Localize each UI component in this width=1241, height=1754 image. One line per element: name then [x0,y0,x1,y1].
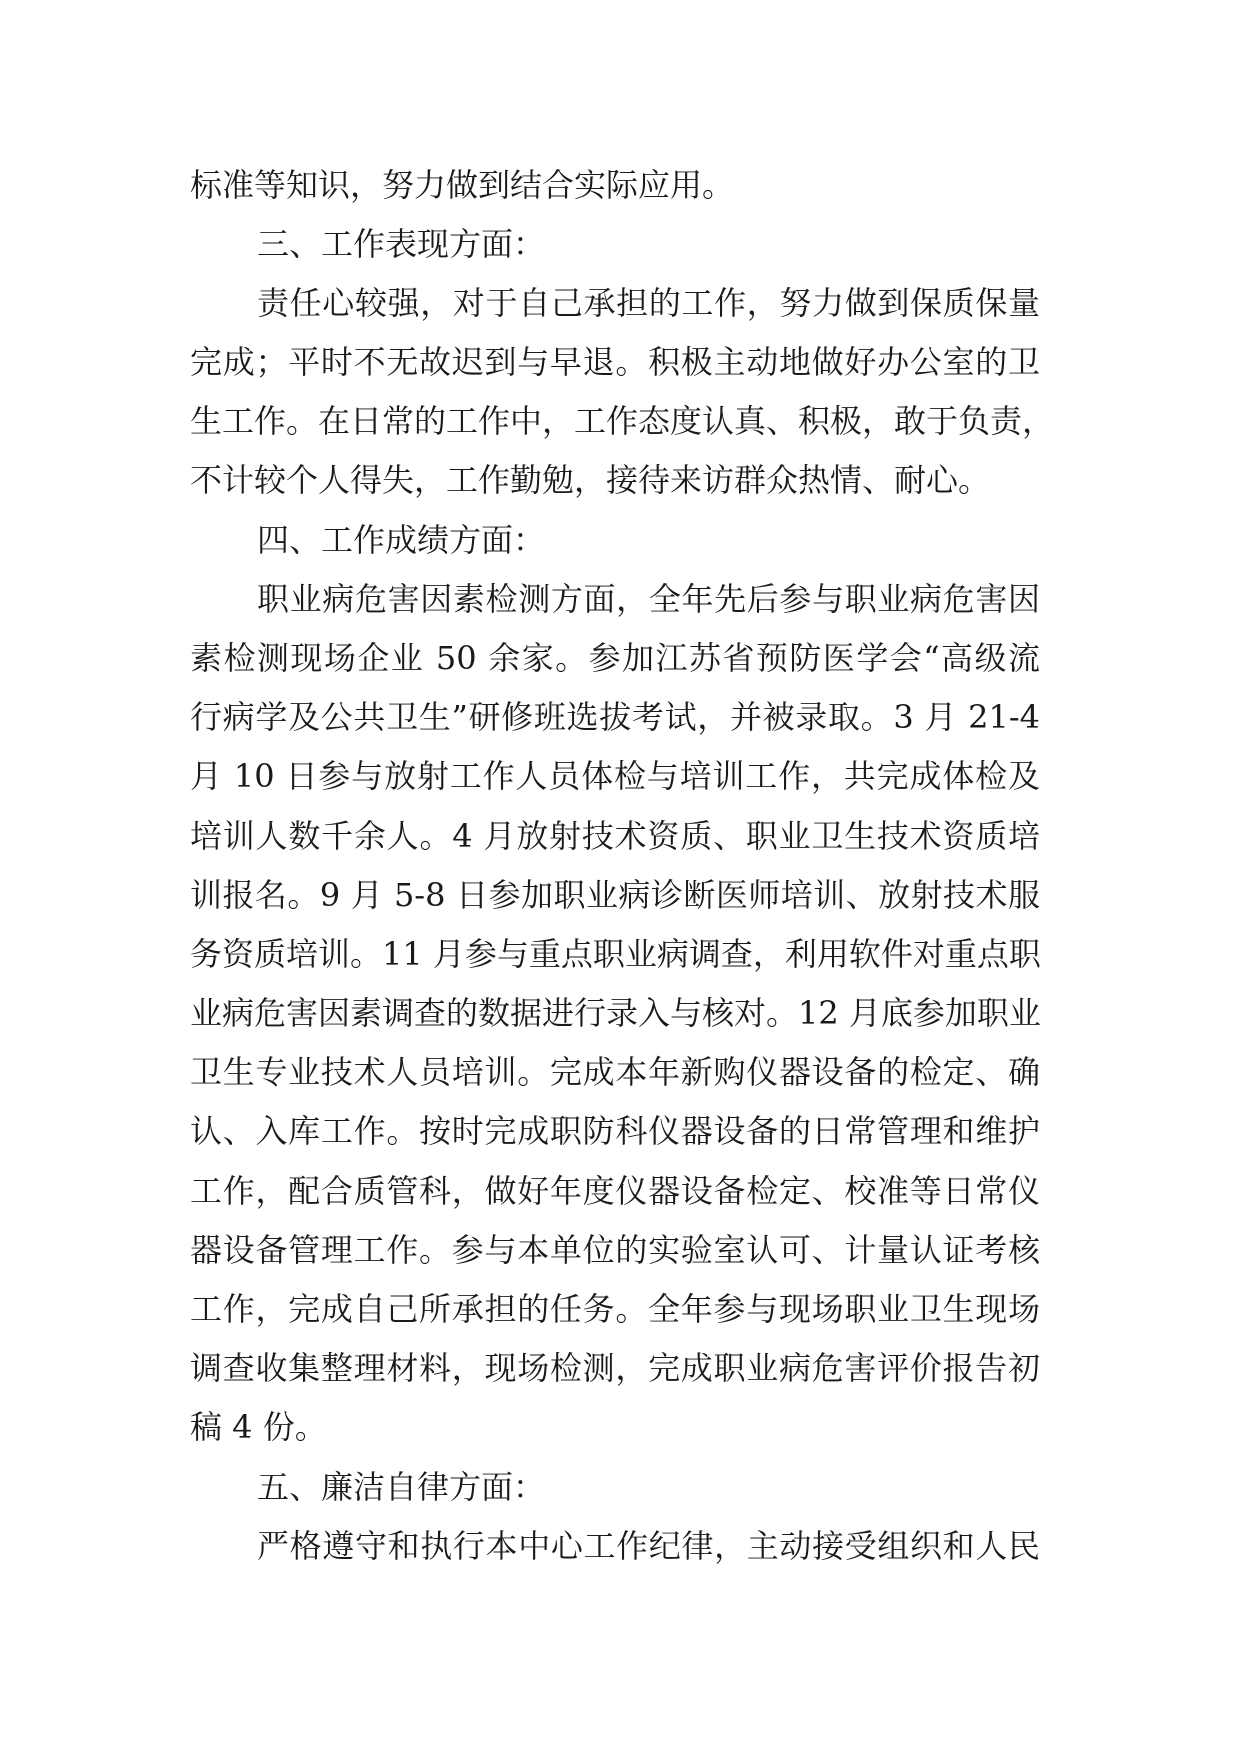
body-text-line: 认、入库工作。按时完成职防科仪器设备的日常管理和维护 [190,1112,1040,1150]
section-heading-integrity: 五、廉洁自律方面： [257,1468,546,1506]
body-text-line: 标准等知识，努力做到结合实际应用。 [190,166,735,204]
body-text-line: 完成；平时不无故迟到与早退。积极主动地做好办公室的卫 [190,343,1040,381]
body-text-line: 素检测现场企业 50 余家。参加江苏省预防医学会“高级流 [190,639,1040,677]
body-text-line: 卫生专业技术人员培训。完成本年新购仪器设备的检定、确 [190,1053,1040,1091]
body-text-line: 不计较个人得失，工作勤勉，接待来访群众热情、耐心。 [190,461,991,499]
body-text-line: 月 10 日参与放射工作人员体检与培训工作，共完成体检及 [190,757,1040,795]
body-text-line: 务资质培训。11 月参与重点职业病调查，利用软件对重点职 [190,935,1041,973]
section-heading-work-achievements: 四、工作成绩方面： [257,521,546,559]
body-text-line: 业病危害因素调查的数据进行录入与核对。12 月底参加职业 [190,994,1041,1032]
body-text-line: 器设备管理工作。参与本单位的实验室认可、计量认证考核 [190,1231,1040,1269]
body-text-line: 严格遵守和执行本中心工作纪律，主动接受组织和人民 [257,1527,1040,1565]
body-text-line: 工作，配合质管科，做好年度仪器设备检定、校准等日常仪 [190,1172,1040,1210]
body-text-line: 调查收集整理材料，现场检测，完成职业病危害评价报告初 [190,1349,1040,1387]
body-text-line: 稿 4 份。 [190,1408,327,1446]
body-text-line: 工作，完成自己所承担的任务。全年参与现场职业卫生现场 [190,1290,1040,1328]
body-text-line: 职业病危害因素检测方面，全年先后参与职业病危害因 [257,580,1040,618]
body-text-line: 训报名。9 月 5-8 日参加职业病诊断医师培训、放射技术服 [190,876,1040,914]
body-text-line: 生工作。在日常的工作中，工作态度认真、积极，敢于负责， [190,402,1055,440]
body-text-line: 行病学及公共卫生”研修班选拔考试，并被录取。3 月 21-4 [190,698,1040,736]
section-heading-work-performance: 三、工作表现方面： [257,225,546,263]
body-text-line: 培训人数千余人。4 月放射技术资质、职业卫生技术资质培 [190,817,1040,855]
body-text-line: 责任心较强，对于自己承担的工作，努力做到保质保量 [257,284,1040,322]
